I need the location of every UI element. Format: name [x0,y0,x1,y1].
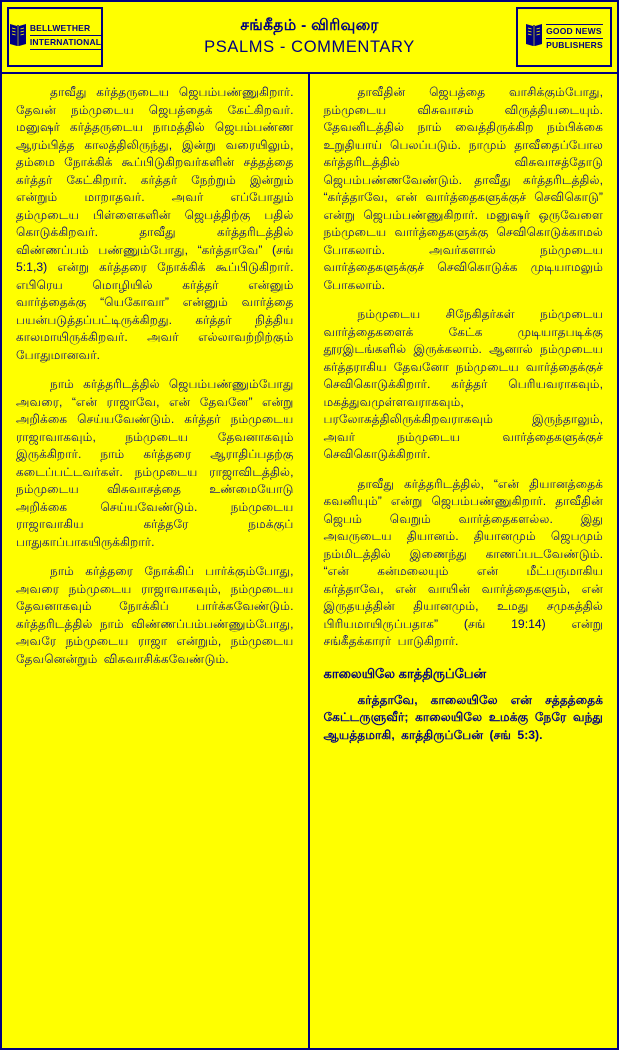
open-book-icon [525,22,543,53]
left-text-column [2,74,310,1048]
page-header [2,2,617,74]
open-book-icon [9,22,27,53]
publisher-logo-bellwether-text [30,23,101,50]
section-subheading: காலையிலே காத்திருப்பேன் [323,665,487,681]
closing-paragraph: கர்த்தாவே, காலையிலே என் சத்தத்தைக் கேட்டருளுவீர்; காலையிலே உமக்கு நேரே வந்து ஆயத்தமாகி, காத்திருப்பேன் (சங் 5:3). [323,692,603,742]
paragraph: நாம் கர்த்தரிடத்தில் ஜெபம்பண்ணும்போது அவரை, “என் ராஜாவே, என் தேவனே” என்று அறிக்கை செய்யவேண்டும். கர்த்தர் நம்முடைய ராஜாவாகவும், நம்முடைய தேவனாகவும் இருக்கிறார். நாம் கர்த்தரை ஆராதிப்பதற்கு கடைப்பட்டவர்கள். நம்முடைய ராஜாவிடத்தில், நம்முடைய விசுவாசத்தை உண்மையோடு அறிக்கை செய்யவேண்டும். நம்முடைய ராஜாவாகிய கர்த்தரே நமக்குப் பாதுகாப்பாகயிருக்கிறார். [16,377,294,549]
paragraph: தாவீது கர்த்தரிடத்தில், “என் தியானத்தைக் கவனியும்” என்று ஜெபம்பண்ணுகிறார். தாவீதின் ஜெபம் வெறும் வார்த்தைகளல்ல. இது அவருடைய தியானம். தியானமும் ஜெபமும் நம்மிடத்தில் இணைந்து காணப்படவேண்டும். “என் கன்மலையும் என் மீட்பருமாகிய கர்த்தாவே, என் வாயின் வார்த்தைகளும், என் இருதயத்தின் தியானமும், உமது சமுகத்தில் பிரியமாயிருப்பதாக” (சங் 19:14) என்று சங்கீதக்காரர் பாடுகிறார். [323,476,603,648]
publisher-logo-goodnews [516,7,612,67]
paragraph: தாவீது கர்த்தருடைய ஜெபம்பண்ணுகிறார். தேவன் நம்முடைய ஜெபத்தைக் கேட்கிறவர். மனுஷர் கர்த்தருடைய நாமத்தில் ஜெபம்பண்ண ஆரம்பித்த காலத்திலிருந்து, இன்று வரையிலும், தம்மை நோக்கிக் கூப்பிடுகிறவர்களின் சத்தத்தை கர்த்தர் கேட்கிறார். கர்த்தர் நேற்றும் இன்றும் என்றும் மாறாதவர். அவர் எப்போதும் தம்முடைய பிள்ளைகளின் ஜெபத்திற்கு பதில் கொடுக்கிறவர். தாவீது கர்த்தரிடத்தில் விண்ணப்பம் பண்ணும்போது, “கர்த்தாவே” (சங் 5:1,3) என்று கர்த்தரை நோக்கிக் கூப்பிடுகிறார். எபிரெய மொழியில் கர்த்தர் என்னும் வார்த்தைக்கு “யெகோவா” என்னும் வார்த்தை பயன்படுத்தப்பட்டிருக்கிறது. கர்த்தர் நித்திய காலமாயிருக்கிறவர். அவர் எல்லாவற்றிற்கும் போதுமானவர். [16,85,294,362]
right-text-column [310,74,618,1048]
publisher-logo-bellwether [7,7,103,67]
paragraph: தாவீதின் ஜெபத்தை வாசிக்கும்போது, நம்முடைய விசுவாசம் விருத்தியடையும். தேவனிடத்தில் நாம் வைத்திருக்கிற நம்பிக்கை உறுதியாய் பெலப்படும். நாமும் தாவீதைப்போல கர்த்தரிடத்தில் விசுவாசத்தோடு ஜெபம்பண்ணவேண்டும். தாவீது கர்த்தரிடத்தில், “கர்த்தாவே, என் வார்த்தைகளுக்குச் செவிகொடு” என்று ஜெபம்பண்ணுகிறார். மனுஷர் ஒருவேளை நம்முடைய வார்த்தைகளுக்கு செவிகொடுக்காமல் போகலாம். அவர்களால் நம்முடைய வார்த்தைகளுக்குச் செவிகொடுக்க முடியாமலும் போகலாம். [323,85,603,292]
paragraph: நம்முடைய சிநேகிதர்கள் நம்முடைய வார்த்தைகளைக் கேட்க முடியாதபடிக்கு தூரஇடங்களில் இருக்கலாம். ஆனால் நம்முடைய கர்த்தராகிய தேவனோ நம்முடைய வார்த்தைக்குச் செவிகொடுக்கிறார். கர்த்தர் பெரியவராகவும், மகத்துவமுள்ளவராகவும், பரலோகத்திலிருக்கிறவராகவும் இருந்தாலும், அவர் நம்முடைய வார்த்தைகளுக்குச் செவிகொடுக்கிறார். [323,307,603,461]
logo-line-1: GOOD NEWS [546,24,603,39]
page-title-english: PSALMS - COMMENTARY [204,38,415,56]
publisher-logo-goodnews-text [546,23,603,50]
page-title-tamil: சங்கீதம் - விரிவுரை [240,17,379,34]
page-title [108,2,511,72]
paragraph: நாம் கர்த்தரை நோக்கிப் பார்க்கும்போது, அவரை நம்முடைய ராஜாவாகவும், நம்முடைய தேவனாகவும் நோக்கிப் பார்க்கவேண்டும். கர்த்தரிடத்தில் நாம் விண்ணப்பம்பண்ணும்போது, அவரே நம்முடைய ராஜா என்றும், நம்முடைய தேவனென்றும் விசுவாசிக்கவேண்டும். [16,564,294,666]
page-body [2,74,617,1048]
logo-line-1: BELLWETHER [29,23,91,34]
logo-line-2: INTERNATIONAL [30,35,101,50]
logo-line-2: PUBLISHERS [546,40,603,50]
